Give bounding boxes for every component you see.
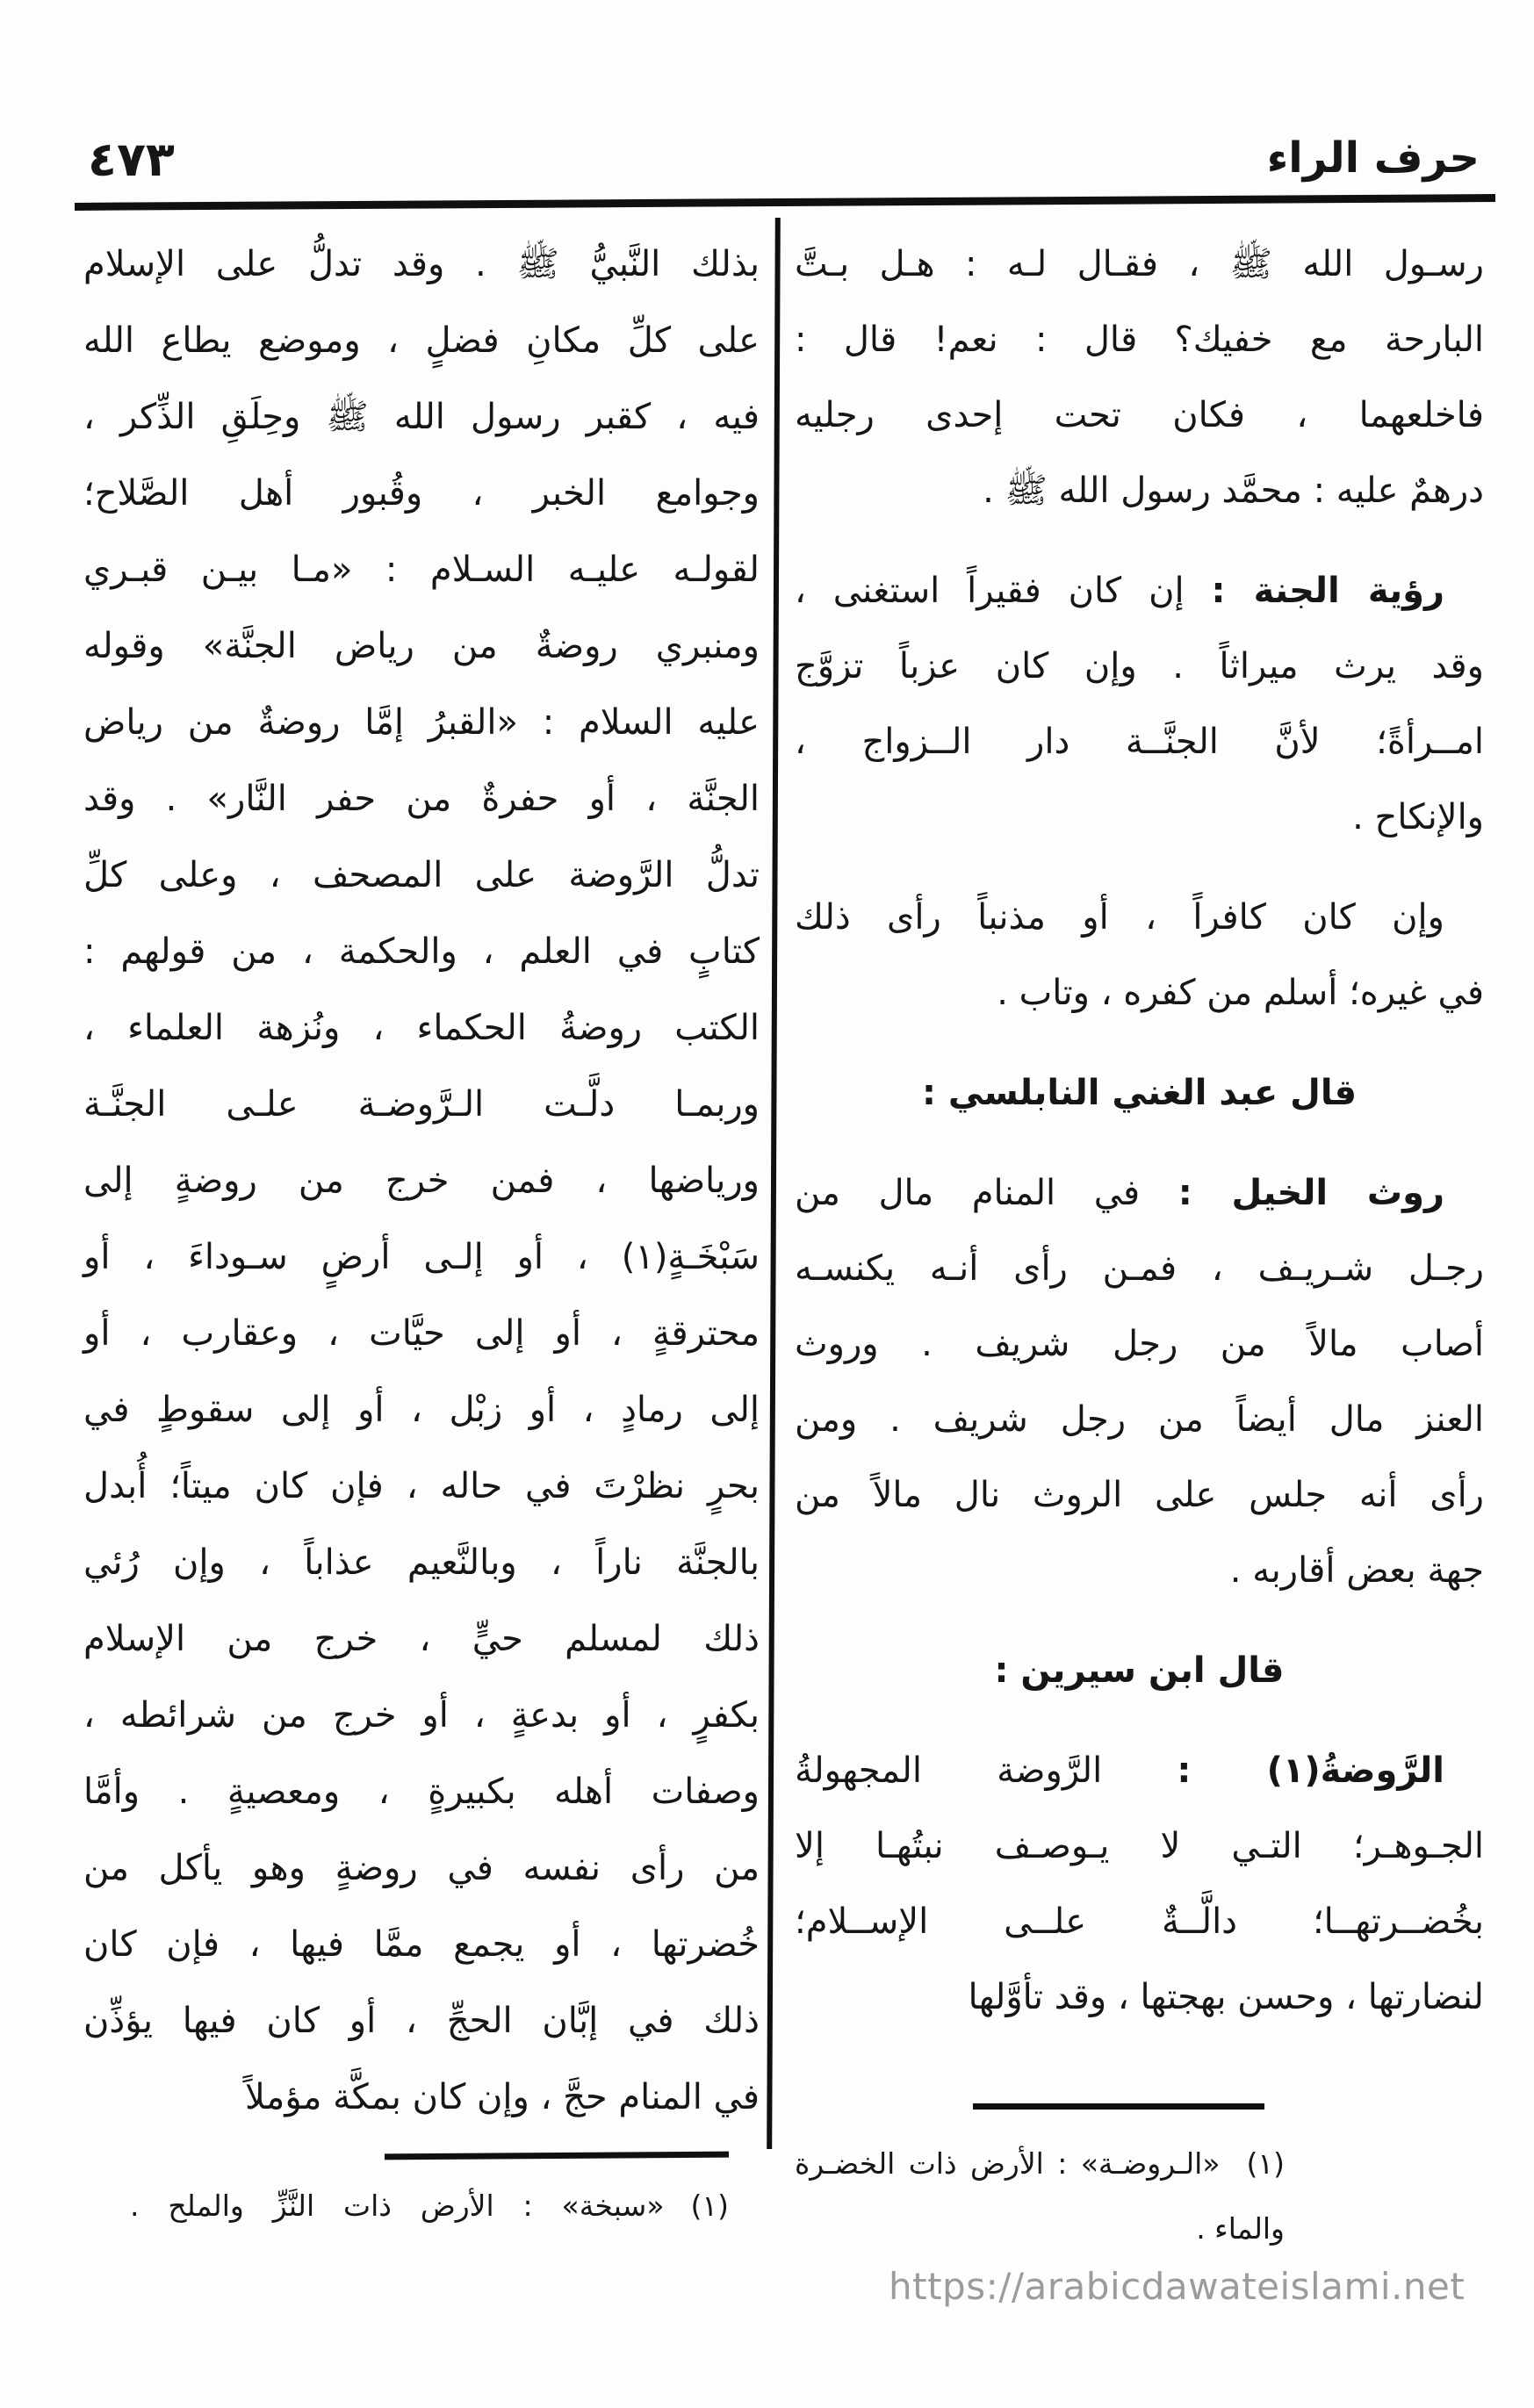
text-line: الجنَّة ، أو حفرةٌ من حفر النَّار» . وقد — [83, 779, 760, 819]
footnote-marker: (١) — [690, 2189, 729, 2223]
text-line: عليه السلام : «القبرُ إمَّا روضةٌ من رياض — [83, 702, 760, 743]
text-line: من رأى نفسه في روضةٍ وهو يأكل من — [83, 1848, 760, 1888]
text-line: رسـول الله ﷺ ، فقـال لـه : هـل بـتَّ — [795, 244, 1484, 284]
footnote-right — [795, 2131, 1285, 2261]
paragraph — [795, 880, 1484, 1031]
text-line: بذلك النَّبيُّ ﷺ . وقد تدلُّ على الإسلام — [83, 244, 760, 284]
column-right-text — [795, 226, 1484, 2059]
text-line: فيه ، كقبر رسول الله ﷺ وحِلَقِ الذِّكر ، — [83, 397, 760, 437]
text-line: الكتب روضةُ الحكماء ، ونُزهة العلماء ، — [83, 1008, 760, 1048]
footnote-marker: (١) — [1246, 2146, 1285, 2181]
text-line: سَبْخَـةٍ(١) ، أو إلـى أرضٍ سـوداءَ ، أو — [83, 1237, 760, 1277]
paragraph-heading — [795, 1633, 1484, 1708]
text-line: رجـل شـريـف ، فمـن رأى أنـه يكنسـه — [795, 1248, 1484, 1289]
paragraph — [83, 226, 760, 2136]
text-line: جهة بعض أقاربه . — [1229, 1550, 1484, 1591]
text-line: قال عبد الغني النابلسي : — [921, 1073, 1358, 1113]
text-line: ورياضها ، فمن خرج من روضةٍ إلى — [83, 1161, 760, 1201]
paragraph-heading — [795, 1055, 1484, 1131]
text-line: لنضارتها ، وحسن بهجتها ، وقد تأوَّلها — [968, 1977, 1484, 2017]
column-divider — [767, 218, 781, 2149]
footnote-separator-left — [385, 2152, 729, 2160]
text-line: خُضرتها ، أو يجمع ممَّا فيها ، فإن كان — [83, 1924, 760, 1965]
text-line: العنز مال أيضاً من رجل شريف . ومن — [795, 1399, 1484, 1440]
text-line: لقولـه عليـه السـلام : «مـا بيـن قبـري — [83, 550, 760, 590]
text-line: في غيره؛ أسلم من كفره ، وتاب . — [997, 973, 1484, 1013]
paragraph — [795, 226, 1484, 528]
text-line: ذلك لمسلم حيٍّ ، خرج من الإسلام — [83, 1619, 760, 1659]
text-line: ومنبري روضةٌ من رياض الجنَّة» وقوله — [83, 626, 760, 666]
footnote-left — [130, 2174, 729, 2239]
text-line: أصاب مالاً من رجل شريف . وروث — [795, 1324, 1484, 1364]
text-line: قال ابن سيرين : — [994, 1650, 1285, 1691]
text-line: كتابٍ في العلم ، والحكمة ، من قولهم : — [83, 931, 760, 972]
text-line: وجوامع الخبر ، وقُبور أهل الصَّلاح؛ — [83, 473, 760, 514]
chapter-title: حرف الراء — [1266, 133, 1480, 183]
text-line: البارحة مع خفيك؟ قال : نعم! قال : — [795, 320, 1484, 360]
text-line: والإنكاح . — [1352, 797, 1484, 837]
paragraph — [795, 1733, 1484, 2035]
text-line: بحرٍ نظرْتَ في حاله ، فإن كان ميتاً؛ أُبدل — [83, 1466, 760, 1506]
text-line: تدلُّ الرَّوضة على المصحف ، وعلى كلِّ — [83, 855, 760, 895]
text-line: روث الخيل : في المنام مال من — [795, 1173, 1444, 1213]
column-left-text — [83, 226, 760, 2136]
text-line: رأى أنه جلس على الروث نال مالاً من — [795, 1475, 1484, 1515]
text-line: على كلِّ مكانِ فضلٍ ، وموضع يطاع الله — [83, 320, 760, 361]
text-line: بخُضــرتهــا؛ دالَّــةٌ علــى الإســلام؛ — [795, 1901, 1484, 1942]
text-line: محترقةٍ ، أو إلى حيَّات ، وعقارب ، أو — [83, 1313, 760, 1354]
text-line: في المنام حجَّ ، وإن كان بمكَّة مؤملاً — [245, 2077, 760, 2117]
text-line: رؤية الجنة : إن كان فقيراً استغنى ، — [795, 571, 1444, 611]
text-line: فاخلعهما ، فكان تحت إحدى رجليه — [795, 395, 1484, 435]
text-line: درهمٌ عليه : محمَّد رسول الله ﷺ . — [983, 471, 1484, 511]
page-number: ٤٧٣ — [88, 132, 175, 187]
text-line: وإن كان كافراً ، أو مذنباً رأى ذلك — [795, 897, 1444, 938]
footnote-text: (١)«سبخة» : الأرض ذات النَّزِّ والملح . — [130, 2189, 729, 2223]
footnote-text: (١)«الـروضـة» : الأرض ذات الخضـرة — [795, 2146, 1285, 2181]
text-line: ذلك في إبَّان الحجِّ ، أو كان فيها يؤذِّن — [83, 2001, 760, 2041]
footnote-text-continued: والماء . — [1196, 2211, 1285, 2246]
text-line: بكفرٍ ، أو بدعةٍ ، أو خرج من شرائطه ، — [83, 1695, 760, 1736]
watermark-url: https://arabicdawateislami.net — [889, 2265, 1466, 2308]
text-line: امــرأةً؛ لأنَّ الجنَّــة دار الــزواج ، — [795, 722, 1484, 762]
text-line: بالجنَّة ناراً ، وبالنَّعيم عذاباً ، وإن رُئي — [83, 1542, 760, 1583]
footnote-separator-right — [973, 2103, 1264, 2110]
text-line: وربمـا دلَّـت الـرَّوضـة علـى الجنَّـة — [83, 1084, 760, 1125]
text-line: الجـوهـر؛ التـي لا يـوصـف نبتُهـا إلا — [795, 1826, 1484, 1866]
paragraph — [795, 553, 1484, 855]
text-line: وقد يرث ميراثاً . وإن كان عزباً تزوَّج — [795, 646, 1484, 686]
header-rule — [75, 194, 1495, 211]
text-line: وصفات أهله بكبيرةٍ ، ومعصيةٍ . وأمَّا — [83, 1772, 760, 1812]
text-line: الرَّوضةُ(١) : الرَّوضة المجهولةُ — [795, 1750, 1445, 1791]
paragraph — [795, 1155, 1484, 1608]
text-line: إلى رمادٍ ، أو زبْل ، أو إلى سقوطٍ في — [83, 1390, 760, 1430]
